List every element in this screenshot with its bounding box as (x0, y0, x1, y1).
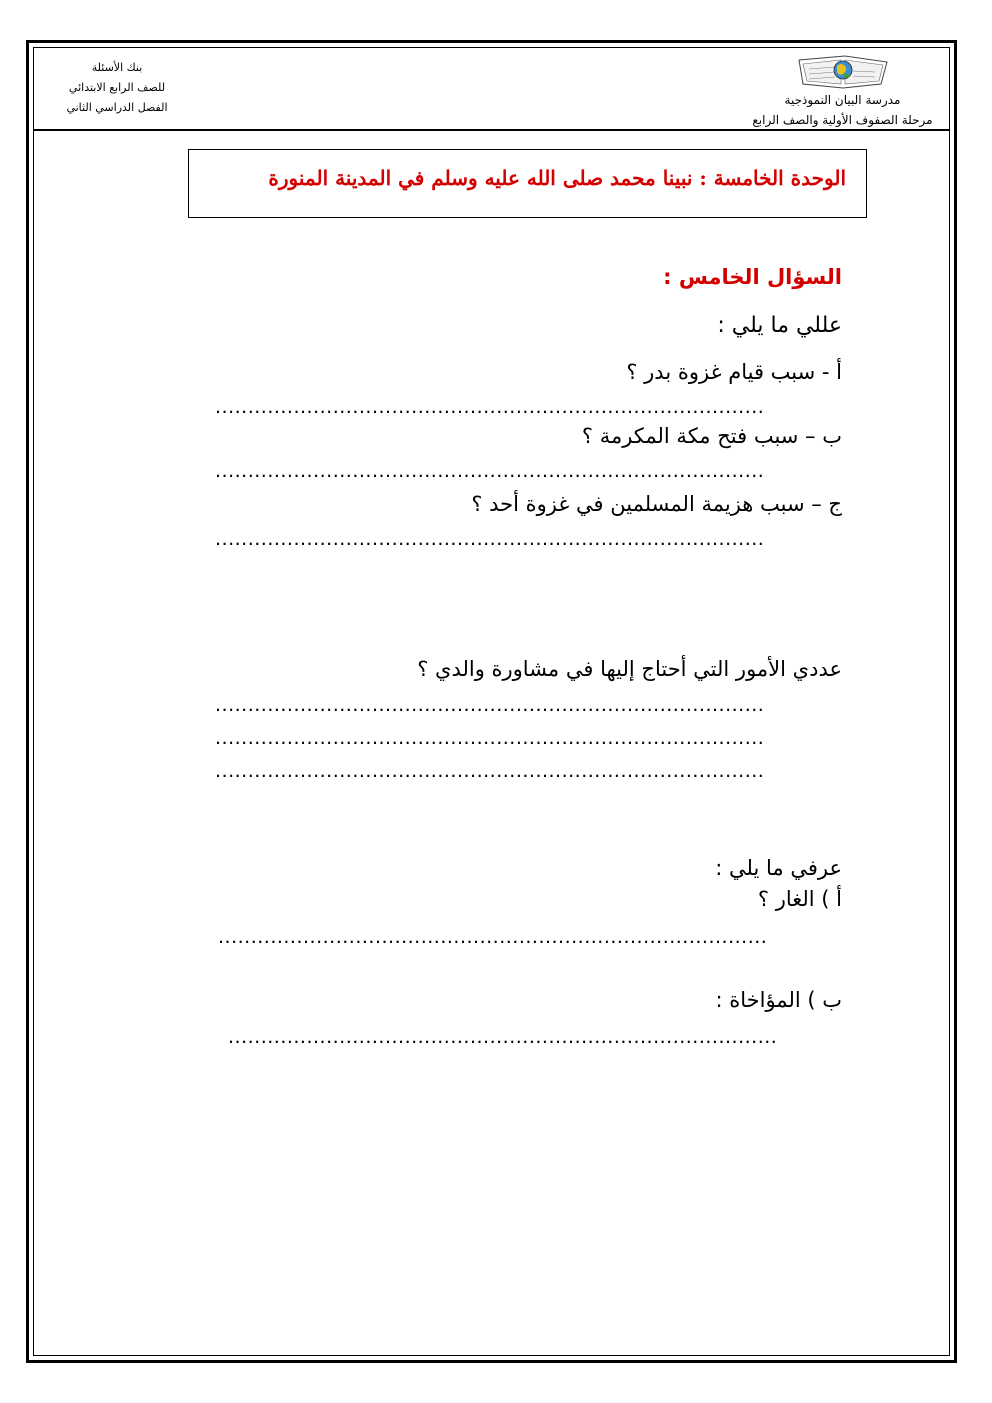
unit-title: الوحدة الخامسة : نبينا محمد صلى الله عليه وسلم في المدينة المنورة (268, 166, 846, 190)
answer-line[interactable]: .................................................................................... (215, 760, 765, 782)
explain-item-b: ب – سبب فتح مكة المكرمة ؟ (581, 424, 842, 448)
header-semester: الفصل الدراسي الثاني (66, 101, 168, 114)
header-left (52, 58, 182, 118)
define-item-cave: أ ) الغار ؟ (757, 887, 842, 911)
answer-line[interactable]: .................................................................................... (215, 460, 765, 482)
header-divider (33, 129, 950, 131)
answer-line[interactable]: .................................................................................... (215, 528, 765, 550)
define-heading: عرفي ما يلي : (715, 856, 842, 880)
answer-line[interactable]: .................................................................................... (215, 727, 765, 749)
header-question-bank: بنك الأسئلة (91, 61, 143, 74)
school-name: مدرسة البيان النموذجية (784, 93, 901, 107)
explain-item-c: ج – سبب هزيمة المسلمين في غزوة أحد ؟ (471, 492, 842, 516)
school-logo (793, 50, 893, 92)
question-title: السؤال الخامس : (663, 265, 842, 289)
answer-line[interactable]: .................................................................................... (228, 1026, 778, 1048)
school-stage: مرحلة الصفوف الأولية والصف الرابع (752, 113, 933, 127)
header-grade: للصف الرابع الابتدائي (68, 81, 166, 94)
answer-line[interactable]: .................................................................................... (215, 694, 765, 716)
explain-item-a: أ - سبب قيام غزوة بدر ؟ (626, 360, 842, 384)
enumerate-heading: عددي الأمور التي أحتاج إليها في مشاورة والدي ؟ (417, 657, 842, 681)
header-right (740, 50, 945, 128)
answer-line[interactable]: .................................................................................... (218, 926, 768, 948)
explain-heading: عللي ما يلي : (717, 313, 842, 338)
answer-line[interactable]: .................................................................................... (215, 396, 765, 418)
unit-title-box (188, 149, 867, 218)
define-item-brotherhood: ب ) المؤاخاة : (715, 988, 842, 1012)
